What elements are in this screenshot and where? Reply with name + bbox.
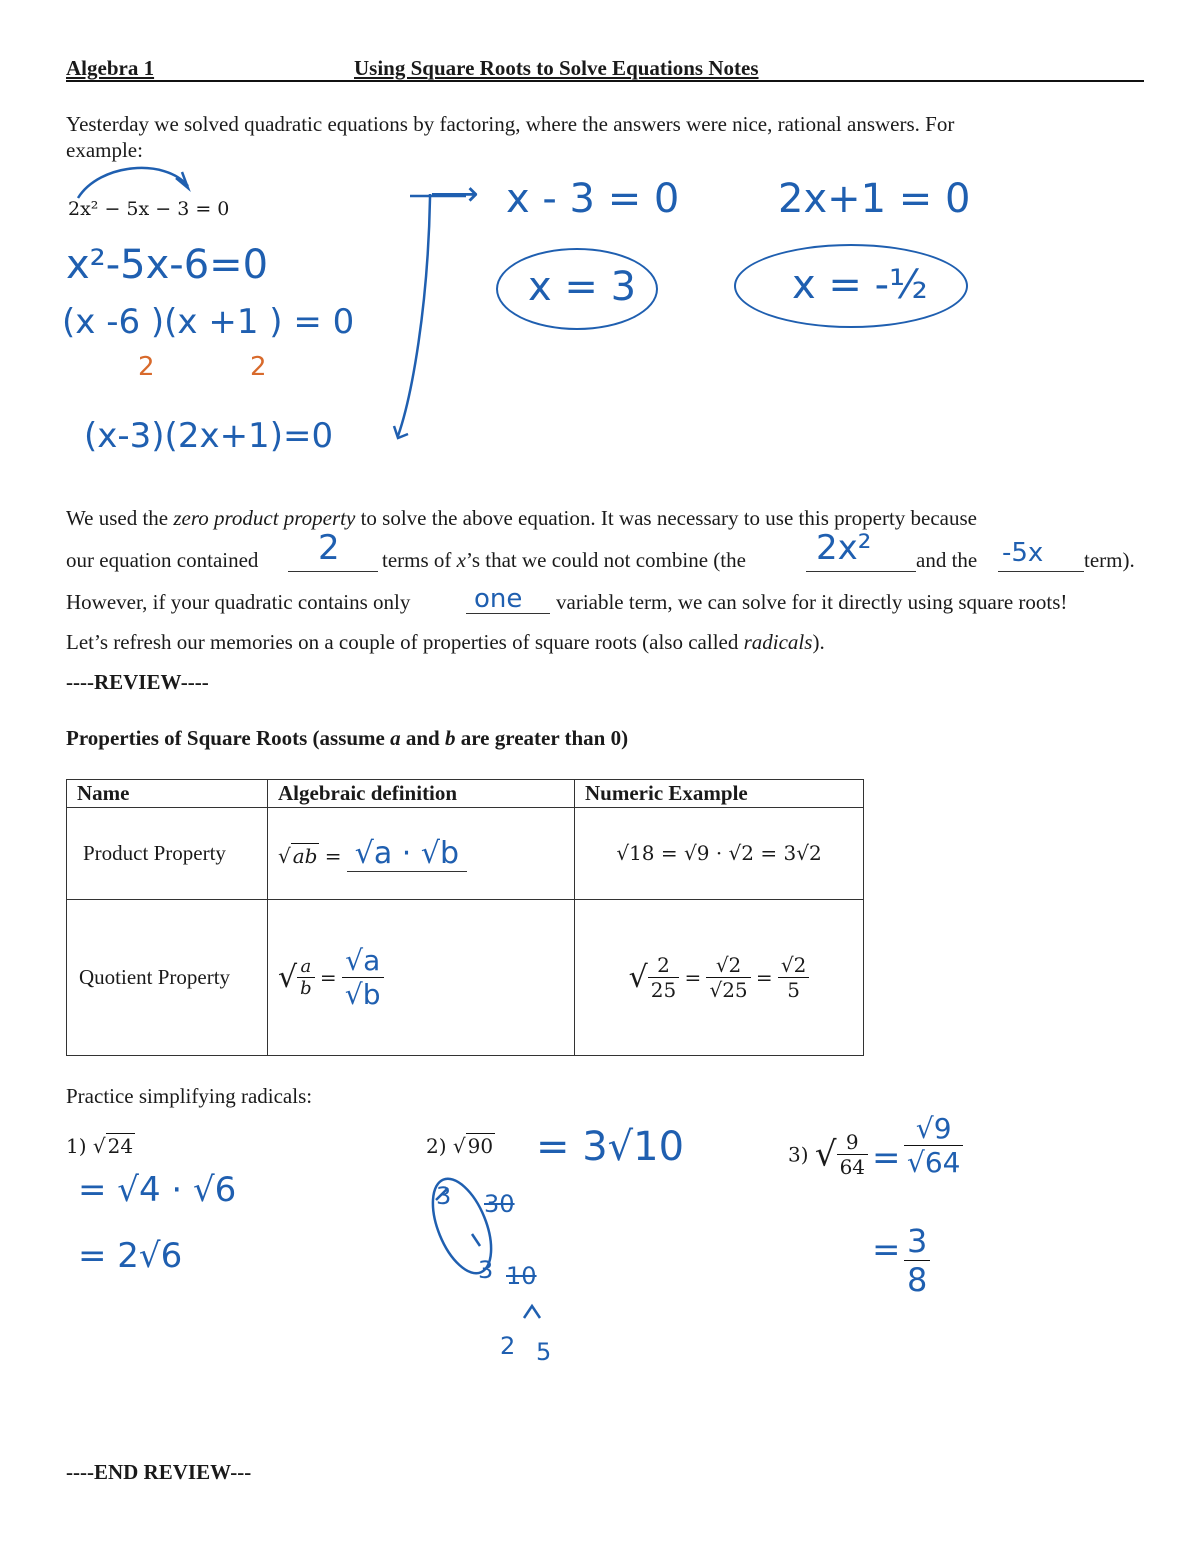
quotient-hw-num: √a — [342, 944, 384, 978]
problem-3-work-fraction-2 — [904, 1222, 930, 1299]
header-rule — [66, 80, 1144, 82]
quotient-property-definition — [268, 900, 575, 1056]
header-name: Name — [67, 780, 268, 808]
properties-heading-var-b: b — [444, 726, 456, 750]
problem-3-label: 3) — [788, 1142, 809, 1167]
problem-2-tree-factor-3b: 3 — [478, 1256, 494, 1284]
problem-3-work-frac-2 — [904, 1222, 930, 1299]
properties-heading — [66, 726, 628, 751]
quotient-def-num: a — [297, 956, 315, 978]
quotient-ex-den-3: 5 — [787, 978, 801, 1002]
problem-2-radicand: 90 — [467, 1134, 494, 1158]
problem-3-radical: √ — [814, 1134, 837, 1175]
paragraph-line-4-start: Let’s refresh our memories on a couple of properties of square roots (also called — [66, 630, 744, 654]
problem-1-radicand: 24 — [107, 1134, 134, 1158]
paragraph-line-3-end: variable term, we can solve for it directly using square roots! — [556, 590, 1068, 614]
problem-3-work-num-2: 3 — [904, 1222, 930, 1261]
product-def-lhs: √ ab — [278, 844, 318, 868]
problem-3-num: 9 — [837, 1130, 868, 1155]
quotient-hw-den: √b — [344, 978, 381, 1011]
hw-arrow: ⟶ — [430, 174, 479, 214]
properties-heading-var-a: a — [390, 726, 401, 750]
quotient-ex-radical: √ — [628, 960, 648, 995]
product-property-definition — [268, 808, 575, 900]
blank-term-count-line — [288, 571, 378, 572]
quotient-property-example — [575, 900, 864, 1056]
quotient-ex-num-2: √2 — [706, 953, 750, 978]
header-numeric-example: Numeric Example — [575, 780, 864, 808]
example-equation: 2x² − 5x − 3 = 0 — [68, 198, 230, 220]
problem-3-work-den-2: 8 — [907, 1261, 928, 1299]
problem-3-work-frac-1 — [904, 1112, 963, 1179]
problem-1-work-line-1: = √4 · √6 — [78, 1170, 237, 1210]
problem-2-tree-factor-5: 5 — [536, 1338, 552, 1366]
paragraph-line-4 — [66, 630, 825, 655]
product-def-equals: = — [324, 844, 342, 868]
table-header-row — [67, 780, 864, 808]
product-property-example — [575, 808, 864, 900]
hw-step-2-denominator-1: 2 — [138, 352, 155, 382]
properties-heading-and: and — [400, 726, 445, 750]
quotient-radical-sign: √ — [278, 960, 298, 995]
paragraph-line-1-start: We used the — [66, 506, 174, 530]
paragraph-line-2-combine: ’s that we could not combine (the — [465, 548, 746, 572]
hw-step-2: (x -6 )(x +1 ) = 0 — [62, 302, 355, 342]
product-def-radicand: ab — [292, 844, 318, 868]
paragraph-line-2-terms-of: terms of — [382, 548, 457, 572]
problem-3-work-num-1: √9 — [904, 1112, 963, 1146]
properties-table — [66, 779, 864, 1056]
paragraph-line-3-start: However, if your quadratic contains only — [66, 590, 411, 614]
practice-heading: Practice simplifying radicals: — [66, 1084, 313, 1108]
quotient-ex-frac-3 — [778, 953, 809, 1002]
hw-solution-2: x = -½ — [792, 262, 928, 308]
blank-first-term-line — [806, 571, 916, 572]
problem-1-work-line-2: = 2√6 — [78, 1236, 183, 1276]
properties-heading-start: Properties of Square Roots (assume — [66, 726, 391, 750]
problem-1-label: 1) — [66, 1134, 87, 1158]
table-row-product — [67, 808, 864, 900]
product-example-text: √18 = √9 · √2 = 3√2 — [616, 841, 822, 865]
review-start: ----REVIEW---- — [66, 670, 209, 694]
problem-2-tree-factor-10: 10 — [506, 1262, 537, 1290]
blank-variable-count: one — [474, 584, 523, 614]
intro-line-2: example: — [66, 138, 143, 162]
hw-factor-1: x - 3 = 0 — [506, 176, 680, 222]
quotient-def-handwritten — [342, 944, 384, 1011]
paragraph-line-2-start: our equation contained — [66, 548, 259, 572]
hw-solution-1: x = 3 — [528, 264, 637, 310]
quotient-def-equals: = — [319, 965, 337, 990]
blank-second-term-line — [998, 571, 1084, 572]
paragraph-line-4-end: ). — [812, 630, 825, 654]
blank-first-term: 2x² — [816, 528, 872, 568]
problem-2-tree-factor-30: 30 — [484, 1190, 515, 1218]
quotient-def-fraction — [297, 956, 315, 999]
practice-problem-3 — [788, 1130, 868, 1179]
quotient-ex-frac-1 — [648, 953, 679, 1002]
quotient-ex-den-2: √25 — [709, 978, 748, 1002]
problem-2-answer: = 3√10 — [536, 1124, 685, 1170]
quotient-ex-den-1: 25 — [650, 978, 677, 1002]
header-algebraic-definition: Algebraic definition — [268, 780, 575, 808]
paragraph-line-1-end: to solve the above equation. It was necessary to use this property because — [355, 506, 977, 530]
quotient-ex-num-1: 2 — [648, 953, 679, 978]
paragraph-line-2-and: and the — [916, 548, 978, 572]
problem-3-den: 64 — [839, 1155, 866, 1179]
product-property-name: Product Property — [67, 808, 268, 900]
problem-3-equals-2: = — [872, 1230, 901, 1270]
hw-factor-2: 2x+1 = 0 — [778, 176, 971, 222]
problem-2-tree-factor-2: 2 — [500, 1332, 516, 1360]
quotient-ex-num-3: √2 — [778, 953, 809, 978]
properties-heading-end: are greater than 0) — [455, 726, 629, 750]
problem-3-work-fraction-1 — [904, 1112, 963, 1179]
hw-step-1: x²-5x-6=0 — [66, 242, 269, 288]
quotient-ex-frac-2 — [706, 953, 750, 1002]
hw-bracket-line — [390, 186, 470, 446]
paragraph-line-2-mid — [382, 548, 746, 573]
hw-step-3: (x-3)(2x+1)=0 — [84, 416, 334, 456]
hw-arc-annotation — [70, 158, 200, 208]
blank-term-count: 2 — [318, 528, 340, 568]
product-def-handwritten: √a · √b — [347, 836, 467, 872]
problem-2-tree-factor-3a: 3 — [436, 1182, 452, 1210]
quotient-ex-equals-2: = — [755, 965, 773, 990]
problem-3-equals-1: = — [872, 1138, 901, 1178]
blank-second-term: -5x — [1002, 538, 1044, 568]
hw-step-2-denominator-2: 2 — [250, 352, 267, 382]
zero-product-term: zero product property — [173, 506, 356, 530]
quotient-ex-equals-1: = — [684, 965, 702, 990]
quotient-property-name: Quotient Property — [67, 900, 268, 1056]
paragraph-line-2-end: term). — [1084, 548, 1135, 572]
practice-problem-1: 1) √ 24 — [66, 1134, 134, 1158]
intro-line-1: Yesterday we solved quadratic equations by factoring, where the answers were nice, rational answers. For — [66, 112, 955, 136]
problem-3-fraction — [837, 1130, 868, 1179]
radicals-term: radicals — [743, 630, 813, 654]
paragraph-line-2-x: x — [456, 548, 466, 572]
problem-2-label: 2) — [426, 1134, 447, 1158]
practice-problem-2: 2) √ 90 — [426, 1134, 494, 1158]
review-end: ----END REVIEW--- — [66, 1460, 252, 1484]
table-row-quotient — [67, 900, 864, 1056]
course-label: Algebra 1 — [66, 56, 155, 80]
problem-3-work-den-1: √64 — [907, 1146, 961, 1179]
quotient-def-den: b — [300, 978, 312, 999]
page-title: Using Square Roots to Solve Equations Notes — [354, 56, 759, 80]
